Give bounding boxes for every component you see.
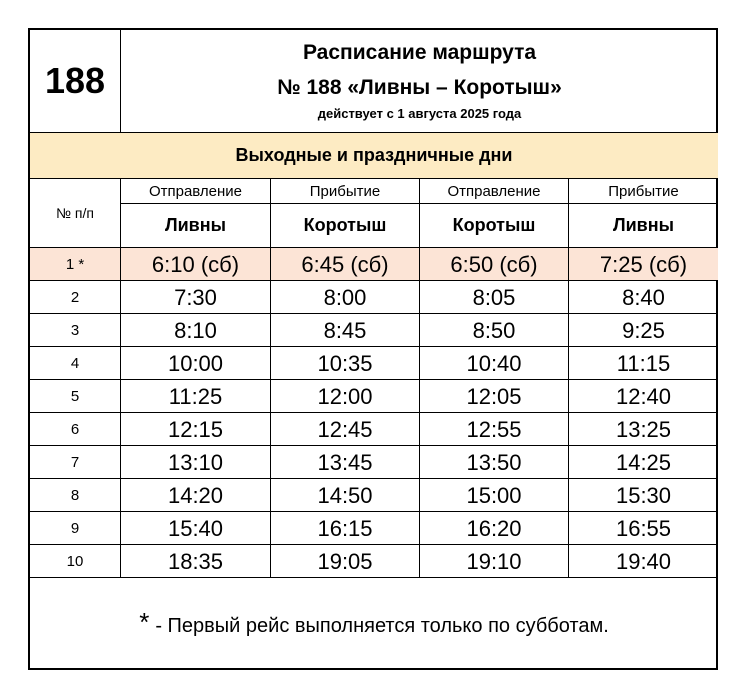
footnote-text: - Первый рейс выполняется только по субботам. (155, 614, 609, 637)
table-row (30, 413, 718, 446)
route-number: 188 (44, 60, 106, 101)
time-cell: 12:40 (615, 383, 672, 409)
time-cell: 8:00 (323, 284, 367, 310)
time-cell: 16:55 (615, 515, 672, 541)
row-number: 7 (70, 454, 80, 471)
route-title: № 188 «Ливны – Коротыш» (277, 76, 562, 99)
table-row (30, 314, 718, 347)
schedule-sheet (28, 28, 718, 670)
table-row (30, 347, 718, 380)
schedule-title: Расписание маршрута (302, 41, 537, 64)
time-cell: 8:45 (323, 317, 367, 343)
time-cell: 6:45 (сб) (301, 251, 389, 277)
row-number: 5 (70, 388, 80, 405)
time-cell: 15:30 (615, 482, 672, 508)
time-cell: 18:35 (167, 548, 224, 574)
time-cell: 12:55 (466, 416, 522, 442)
column-stop-2: Коротыш (303, 215, 387, 235)
time-cell: 6:10 (сб) (151, 251, 240, 277)
title-block (121, 30, 718, 132)
time-cell: 6:50 (сб) (450, 251, 538, 277)
time-cell: 15:00 (466, 482, 522, 508)
time-cell: 12:15 (167, 416, 224, 442)
time-cell: 14:50 (317, 482, 373, 508)
time-cell: 13:10 (167, 449, 224, 475)
table-row (30, 545, 718, 578)
time-cell: 13:25 (615, 416, 672, 442)
row-number: 3 (70, 322, 80, 339)
time-cell: 13:45 (317, 449, 373, 475)
time-cell: 8:10 (174, 317, 217, 343)
effective-date: действует с 1 августа 2025 года (317, 106, 522, 121)
time-cell: 7:25 (сб) (599, 251, 688, 277)
table-row (30, 281, 718, 314)
column-stop-4: Ливны (612, 215, 674, 235)
table-row (30, 446, 718, 479)
time-cell: 19:40 (615, 548, 672, 574)
time-cell: 8:40 (622, 284, 665, 310)
time-cell: 12:05 (466, 383, 522, 409)
time-cell: 12:00 (317, 383, 373, 409)
column-stop-3: Коротыш (452, 215, 536, 235)
column-stop-1: Ливны (164, 215, 226, 235)
table-row (30, 512, 718, 545)
time-cell: 12:45 (317, 416, 373, 442)
time-cell: 16:15 (317, 515, 373, 541)
row-number: 9 (70, 520, 80, 537)
time-cell: 15:40 (167, 515, 224, 541)
row-number: 1 * (65, 256, 85, 273)
time-cell: 9:25 (622, 317, 665, 343)
table-row (30, 479, 718, 512)
table-row (30, 380, 718, 413)
time-cell: 16:20 (466, 515, 522, 541)
table-row (30, 248, 718, 281)
time-cell: 19:05 (317, 548, 373, 574)
time-cell: 8:50 (472, 317, 516, 343)
footnote-mark: * (139, 606, 150, 637)
row-number: 6 (70, 421, 80, 438)
day-type-band: Выходные и праздничные дни (30, 133, 718, 178)
footnote (30, 582, 718, 670)
row-number: 10 (66, 553, 84, 570)
time-cell: 13:50 (466, 449, 522, 475)
column-direction-3: Отправление (447, 182, 541, 200)
time-cell: 11:15 (616, 350, 671, 376)
time-cell: 10:00 (167, 350, 224, 376)
time-cell: 14:25 (615, 449, 672, 475)
time-cell: 8:05 (472, 284, 516, 310)
time-cell: 10:35 (317, 350, 373, 376)
row-number: 2 (70, 289, 80, 306)
time-cell: 7:30 (174, 284, 217, 310)
time-cell: 11:25 (168, 383, 223, 409)
row-number: 4 (70, 355, 80, 372)
column-direction-4: Прибытие (608, 182, 679, 200)
number-column-header: № п/п (56, 205, 94, 221)
time-cell: 19:10 (466, 548, 522, 574)
column-direction-1: Отправление (148, 182, 243, 200)
time-cell: 10:40 (466, 350, 522, 376)
row-number: 8 (70, 487, 80, 504)
column-direction-2: Прибытие (309, 182, 381, 200)
time-cell: 14:20 (167, 482, 224, 508)
